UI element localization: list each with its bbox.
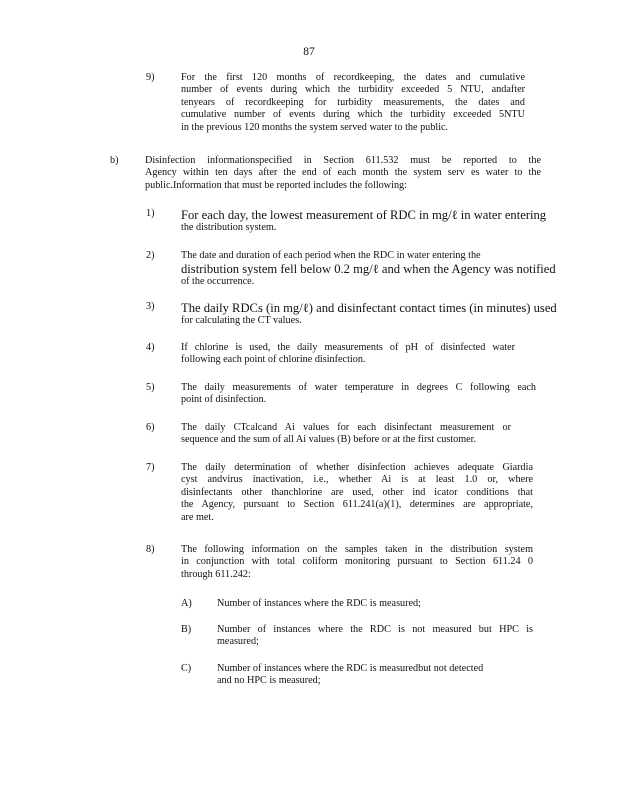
item-text: The following information on the samples taken in the distribution system in conjunction with total coliform monitoring pursuant to Section 611.24 0 through 611.242: bbox=[181, 544, 533, 580]
item-text: The daily CTcalcand Ai values for each disinfectant measurement or sequence and the sum of all Ai values (B) before or at the first customer. bbox=[181, 422, 511, 446]
item-text: The daily determination of whether disinfection achieves adequate Giardia cyst andvirus inactivation, i.e., whether Ai is at least 1.0 or, where disinfectants other thanchlorine are used, other ind icator conditions that the Agency, pursuant to Section 611.241(a)(1), determines are appropriate, are met. bbox=[181, 462, 533, 523]
item-label: 5) bbox=[146, 382, 155, 393]
item-text: The daily measurements of water temperature in degrees C following each point of disinfection. bbox=[181, 382, 536, 406]
item-label: 8) bbox=[146, 544, 155, 555]
item-text: If chlorine is used, the daily measurements of pH of disinfected water following each point of chlorine disinfection. bbox=[181, 342, 515, 366]
item-label: 1) bbox=[146, 208, 155, 219]
sub-item-label: C) bbox=[181, 663, 192, 674]
sub-item-text: Number of instances where the RDC is measuredbut not detected and no HPC is measured; bbox=[217, 663, 484, 687]
sub-item-text: Number of instances where the RDC is measured; bbox=[217, 598, 421, 609]
sub-item-label: A) bbox=[181, 598, 192, 609]
section-text: Disinfection informationspecified in Section 611.532 must be reported to the Agency within ten days after the end of each month the system serv es water to the public.Information that must be reported includes the following: bbox=[145, 155, 541, 191]
item-label: 3) bbox=[146, 301, 155, 312]
sub-item-label: B) bbox=[181, 624, 192, 635]
item-text: The date and duration of each period when the RDC in water entering the distribution system fell below 0.2 mg/ℓ and when the Agency was notified of the occurrence. bbox=[181, 250, 556, 288]
item-text: The daily RDCs (in mg/ℓ) and disinfectant contact times (in minutes) used for calculating the CT values. bbox=[181, 301, 557, 326]
page-number: 87 bbox=[303, 46, 315, 58]
item-label: 9) bbox=[146, 72, 155, 83]
item-label: 4) bbox=[146, 342, 155, 353]
section-label: b) bbox=[110, 155, 119, 166]
item-text: For the first 120 months of recordkeeping, the dates and cumulative number of events during which the turbidity exceeded 5 NTU, andafter tenyears of recordkeeping for turbidity measurements, the dates and cumulative number of events during which the turbidity exceeded 5NTU in the previous 120 months the system served water to the public. bbox=[181, 72, 525, 133]
item-text: For each day, the lowest measurement of RDC in mg/ℓ in water entering the distribution system. bbox=[181, 208, 547, 233]
item-label: 6) bbox=[146, 422, 155, 433]
item-label: 7) bbox=[146, 462, 155, 473]
item-label: 2) bbox=[146, 250, 155, 261]
sub-item-text: Number of instances where the RDC is not measured but HPC is measured; bbox=[217, 624, 533, 648]
